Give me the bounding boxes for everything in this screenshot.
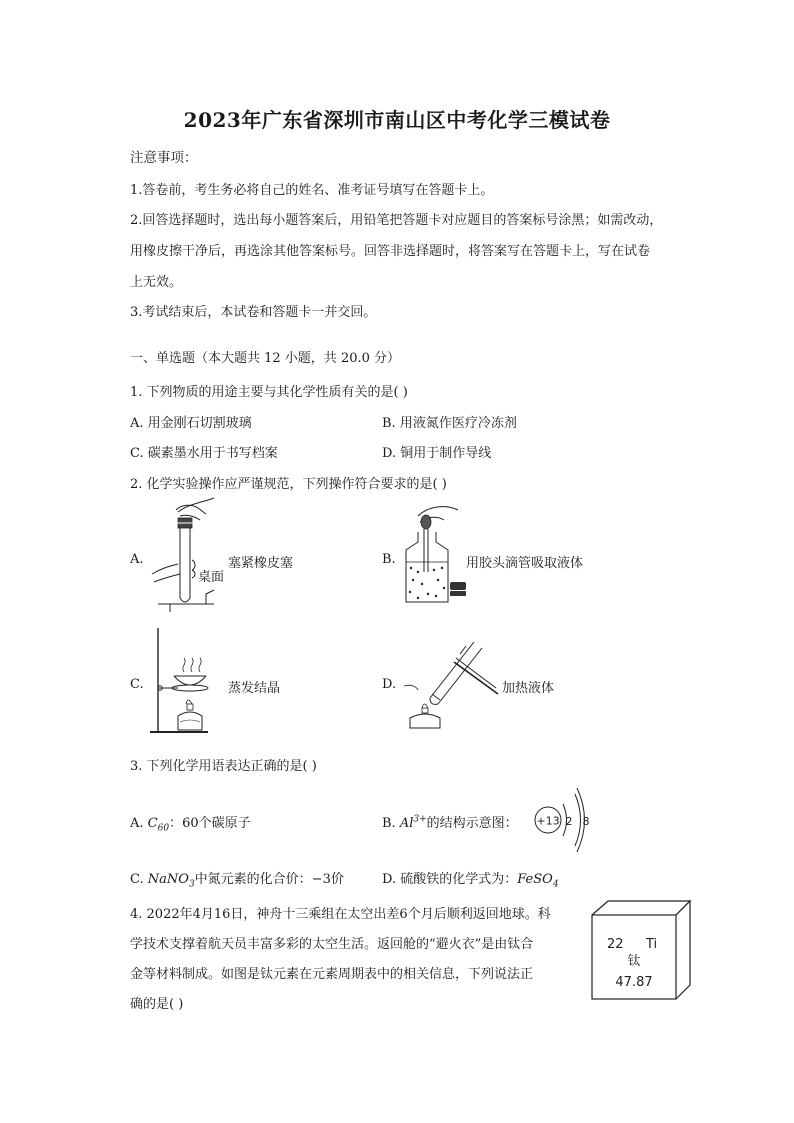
notice-line-2a: 2.回答选择题时，选出每小题答案后，用铅笔把答题卡对应题目的答案标号涂黑；如需改动， <box>130 213 663 228</box>
q2-option-c-text: 蒸发结晶 <box>228 681 281 696</box>
dropper-bottle-figure <box>398 502 470 606</box>
q3-option-c <box>130 868 344 890</box>
q2-option-a-note: 桌面 <box>198 570 225 585</box>
heating-liquid-figure <box>400 636 500 730</box>
q4-line-2: 学技术支撑着航天员丰富多彩的太空生活。返回舱的“避火衣”是由钛合 <box>130 937 534 952</box>
q1-option-a: A. 用金刚石切割玻璃 <box>130 416 252 431</box>
q3-option-c-text: 中氮元素的化合价：−3价 <box>194 872 344 887</box>
q3-option-a-letter: A. <box>130 816 144 831</box>
q3-option-b-sup: 3+ <box>413 814 427 825</box>
q3-option-d-formula: FeSO <box>517 872 553 887</box>
q2-option-a-letter: A. <box>130 552 144 567</box>
aluminum-ion-structure-diagram <box>530 784 602 856</box>
q4-line-3: 金等材料制成。如图是钛元素在元素周期表中的相关信息，下列说法正 <box>130 967 534 982</box>
q3-option-d-text: 硫酸铁的化学式为： <box>400 872 518 887</box>
notice-line-3: 3.考试结束后，本试卷和答题卡一并交回。 <box>130 305 377 320</box>
atomic-mass: 47.87 <box>615 975 653 990</box>
notice-heading: 注意事项： <box>130 150 198 166</box>
q3-option-a-text: ：60个碳原子 <box>169 816 251 831</box>
stopper-test-tube-figure <box>148 498 218 616</box>
q2-stem: 2. 化学实验操作应严谨规范，下列操作符合要求的是( ) <box>130 477 447 492</box>
q2-option-d-letter: D. <box>382 677 397 692</box>
q3-stem: 3. 下列化学用语表达正确的是( ) <box>130 759 317 774</box>
q3-option-b <box>382 812 518 831</box>
nucleus-charge: +13 <box>536 814 560 828</box>
q3-option-b-text: 的结构示意图： <box>426 816 518 831</box>
notice-line-2c: 上无效。 <box>130 275 183 290</box>
q4-line-1: 4. 2022年4月16日，神舟十三乘组在太空出差6个月后顺利返回地球。科 <box>130 907 551 922</box>
q4-line-4: 确的是( ) <box>130 997 184 1012</box>
q3-option-c-letter: C. <box>130 872 144 887</box>
element-symbol: Ti <box>646 937 658 952</box>
q2-option-c-letter: C. <box>130 677 144 692</box>
titanium-element-card <box>590 899 694 1003</box>
atomic-number: 22 <box>607 937 624 952</box>
page-title: 2023年广东省深圳市南山区中考化学三模试卷 <box>183 108 611 132</box>
q3-option-a <box>130 812 251 834</box>
q3-option-d-letter: D. <box>382 872 397 887</box>
q3-option-b-formula: Al <box>399 816 414 831</box>
q2-option-b-letter: B. <box>382 552 396 567</box>
notice-line-2b: 用橡皮擦干净后，再选涂其他答案标号。回答非选择题时，将答案写在答题卡上，写在试卷 <box>130 244 651 259</box>
q1-option-d: D. 铜用于制作导线 <box>382 446 492 461</box>
q2-option-a-text: 塞紧橡皮塞 <box>228 556 294 571</box>
element-name: 钛 <box>627 954 641 969</box>
q3-option-c-sub: 3 <box>188 879 195 890</box>
shell-2-electrons: 8 <box>582 815 590 828</box>
q1-option-b: B. 用液氮作医疗冷冻剂 <box>382 416 517 431</box>
section-heading: 一、单选题（本大题共 12 小题，共 20.0 分） <box>130 351 401 366</box>
q3-option-d <box>382 868 559 890</box>
notice-line-1: 1.答卷前，考生务必将自己的姓名、准考证号填写在答题卡上。 <box>130 183 494 198</box>
q3-option-b-letter: B. <box>382 816 396 831</box>
q3-option-a-formula: C <box>147 816 158 831</box>
q3-option-a-sub: 60 <box>157 823 170 834</box>
evaporation-setup-figure <box>148 626 222 738</box>
shell-1-electrons: 2 <box>565 815 573 828</box>
q3-option-d-sub: 4 <box>552 879 559 890</box>
q2-option-d-text: 加热液体 <box>502 681 555 696</box>
q1-stem: 1. 下列物质的用途主要与其化学性质有关的是( ) <box>130 385 408 400</box>
q3-option-c-formula: NaNO <box>147 872 189 887</box>
q2-option-b-text: 用胶头滴管吸取液体 <box>466 556 584 571</box>
q1-option-c: C. 碳素墨水用于书写档案 <box>130 446 278 461</box>
